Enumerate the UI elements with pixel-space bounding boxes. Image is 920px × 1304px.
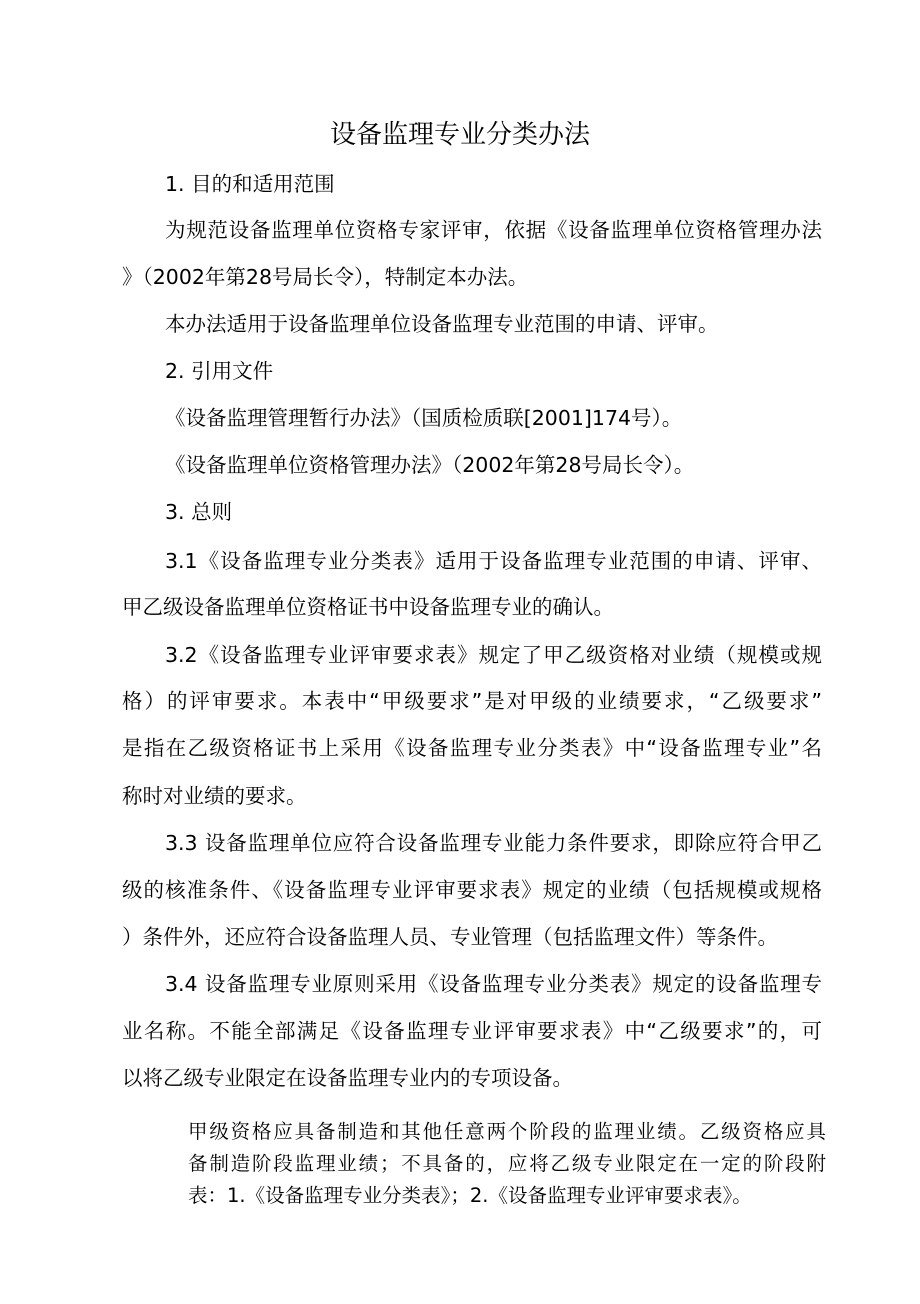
- text-line: 3.3 设备监理单位应符合设备监理专业能力条件要求，即除应符合甲乙: [165, 831, 822, 855]
- text-line: 3.1《设备监理专业分类表》适用于设备监理专业范围的申请、评审、: [165, 549, 822, 573]
- text-line: 格）的评审要求。本表中“甲级要求”是对甲级的业绩要求，“乙级要求”: [122, 689, 822, 713]
- text-line: 2. 引用文件: [165, 359, 274, 383]
- note-line: 甲级资格应具备制造和其他任意两个阶段的监理业绩。乙级资格应具: [188, 1120, 826, 1143]
- text-line: 1. 目的和适用范围: [165, 172, 335, 196]
- text-line: 3.2《设备监理专业评审要求表》规定了甲乙级资格对业绩（规模或规: [165, 643, 822, 667]
- text-line: 3. 总则: [165, 500, 233, 524]
- text-line: 以将乙级专业限定在设备监理专业内的专项设备。: [122, 1066, 573, 1090]
- note-line: 表：1.《设备监理专业分类表》；2.《设备监理专业评审要求表》。: [188, 1184, 752, 1207]
- text-line: 》（2002年第28号局长令），特制定本办法。: [122, 265, 529, 289]
- text-line: 为规范设备监理单位资格专家评审，依据《设备监理单位资格管理办法: [165, 218, 822, 242]
- text-line: 3.4 设备监理专业原则采用《设备监理专业分类表》规定的设备监理专: [165, 972, 822, 996]
- text-line: 本办法适用于设备监理单位设备监理专业范围的申请、评审。: [165, 312, 719, 336]
- text-line: 《设备监理单位资格管理办法》（2002年第28号局长令）。: [165, 453, 695, 477]
- note-line: 备制造阶段监理业绩；不具备的，应将乙级专业限定在一定的阶段附: [188, 1152, 826, 1175]
- text-line: 称时对业绩的要求。: [122, 784, 307, 808]
- text-line: 级的核准条件、《设备监理专业评审要求表》规定的业绩（包括规模或规格: [122, 878, 822, 902]
- document-title: 设备监理专业分类办法: [329, 120, 590, 150]
- text-line: ）条件外，还应符合设备监理人员、专业管理（包括监理文件）等条件。: [122, 925, 778, 949]
- text-line: 是指在乙级资格证书上采用《设备监理专业分类表》中“设备监理专业”名: [122, 736, 822, 760]
- text-line: 《设备监理管理暂行办法》（国质检质联[2001]174号）。: [165, 406, 683, 430]
- text-line: 业名称。不能全部满足《设备监理专业评审要求表》中“乙级要求”的，可: [122, 1019, 822, 1043]
- text-line: 甲乙级设备监理单位资格证书中设备监理专业的确认。: [122, 595, 614, 619]
